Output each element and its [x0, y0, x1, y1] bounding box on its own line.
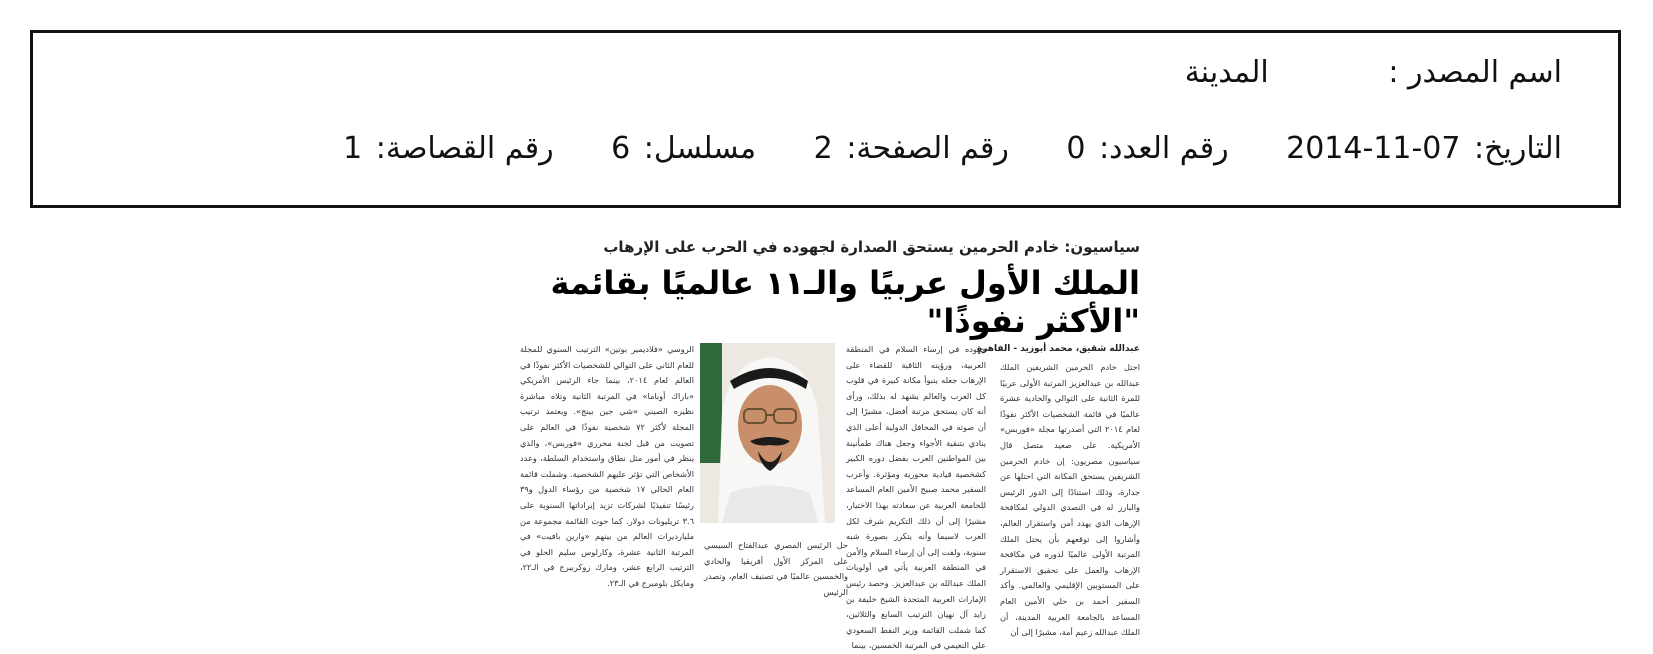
- newspaper-clipping: [520, 238, 1140, 651]
- document-header-box: [30, 30, 1621, 208]
- date-value: 2014-11-07: [1286, 131, 1461, 166]
- clip-value: 1: [343, 131, 363, 166]
- meta-row: [295, 131, 1562, 166]
- page-group: [814, 131, 1009, 166]
- article-headline: الملك الأول عربيًا والـ١١ عالميًا بقائمة "الأكثر نفوذًا": [550, 264, 1140, 340]
- date-label: التاريخ:: [1474, 131, 1562, 166]
- article-column-2-bottom: حل الرئيس المصري عبدالفتاح السيسي على المركز الأول أفريقيا والحادي والخمسين عالميًا في تصنيف العام، وتصدر الرئيس: [704, 540, 848, 597]
- article-column-1: احتل خادم الحرمين الشريفين الملك عبدالله بن عبدالعزيز المرتبة الأولى عربيًا للمرة الثانية على التوالي والحادية عشرة عالميًا في قائمة الشخصيات الأكثر نفوذًا لعام ٢٠١٤ التي أصدرتها مجلة «فوربس» الأمريكية. على صعيد متصل قال سياسيون مصريون: إن خادم الحرمين الشريفين يستحق المكانة التي احتلها عن جدارة، وذلك استنادًا إلى الدور الرئيس والبارز له في التصدي الدولي لمكافحة الإرهاب الذي يهدد أمن واستقرار العالم، وأشاروا إلى توقعهم بأن يحتل الملك المرتبة الأولى عالميًا لدوره في مكافحة الإرهاب والعمل على تحقيق الاستقرار على المستويين الإقليمي والعالمي. وأكد السفير أحمد بن حلي الأمين العام المساعد بالجامعة العربية المدينة، أن الملك عبدالله زعيم أمة، مشيرًا إلى أن: [1000, 362, 1140, 638]
- clip-label: رقم القصاصة:: [375, 131, 554, 166]
- date-group: [1286, 131, 1562, 166]
- page-value: 2: [813, 131, 833, 166]
- article-column-3: الروسي «فلاديمير بوتين» الترتيب السنوي للمجلة للعام الثاني على التوالي للشخصيات الأكثر نفوذًا في العالم لعام ٢٠١٤، بينما جاء الرئيس الأمريكي «باراك أوباما» في المرتبة الثانية وتلاه مباشرة نظيره الصيني «شي جين بينج». ويعتمد ترتيب المجلة لأكثر ٧٢ شخصية نفوذًا في العالم على تصويت من قبل لجنة محرري «فوربس»، والذي ينظر في أمور مثل نطاق واستخدام السلطة، وعدد الأشخاص التي تؤثر عليهم الشخصية. وشملت قائمة العام الحالي ١٧ شخصية من رؤساء الدول و٣٩ رئيسًا تنفيذيًا لشركات تزيد إيراداتها السنوية على ٣.٦ تريليونات دولار. كما حوت القائمة مجموعة من مليارديرات العالم من بينهم «وارين بافيت» في المرتبة الثانية عشرة، وكارلوس سليم الحلو في الترتيب الرابع عشر، ومارك زوكربيرج في الـ٢٢، ومايكل بلومبرج في الـ٢٣.: [520, 344, 695, 588]
- article-column-2: جهوده في إرساء السلام في المنطقة العربية، ورؤيته الثاقبة للقضاء على الإرهاب جعله يتبوأ مكانة كبيرة في قلوب كل العرب والعالم يشهد له بذلك، ورأى أنه كان يستحق مرتبة أفضل، مشيرًا إلى أن صوته في المحافل الدولية أعلى الذي ينادي بتنقية الأجواء وجعل هناك طمأنينة بين المواطنين العرب بفضل دوره الكبير كشخصية قيادية محورية ومؤثرة. وأعرب السفير محمد صبيح الأمين العام المساعد للجامعة العربية عن سعادته بهذا الاختيار، مشيرًا إلى أن ذلك التكريم شرف لكل العرب لاسيما وأنه يتكرر بصورة شبه سنوية، ولفت إلى أن إرساء السلام والأمن في المنطقة العربية يأتي في أولويات الملك عبدالله بن عبدالعزيز. وحصد رئيس الإمارات العربية المتحدة الشيخ خليفة بن زايد آل نهيان الترتيب السابع والثلاثين، كما شملت القائمة وزير النفط السعودي علي النعيمي في المرتبة الخمسين، بينما: [846, 344, 986, 651]
- article-byline: عبدالله شقيق، محمد أبوزيد - القاهرة: [976, 344, 1140, 354]
- source-row: [1185, 55, 1562, 90]
- source-value: المدينة: [1184, 55, 1269, 90]
- portrait-illustration: [700, 343, 835, 523]
- issue-value: 0: [1066, 131, 1086, 166]
- clip-group: [343, 131, 553, 166]
- serial-value: 6: [611, 131, 631, 166]
- king-portrait-photo: [700, 343, 835, 523]
- serial-label: مسلسل:: [643, 131, 757, 166]
- page-label: رقم الصفحة:: [846, 131, 1009, 166]
- serial-group: [611, 131, 756, 166]
- issue-label: رقم العدد:: [1099, 131, 1229, 166]
- article-kicker: سياسيون: خادم الحرمين يستحق الصدارة لجهوده في الحرب على الإرهاب: [603, 238, 1140, 256]
- source-label: اسم المصدر :: [1388, 55, 1562, 90]
- issue-group: [1066, 131, 1228, 166]
